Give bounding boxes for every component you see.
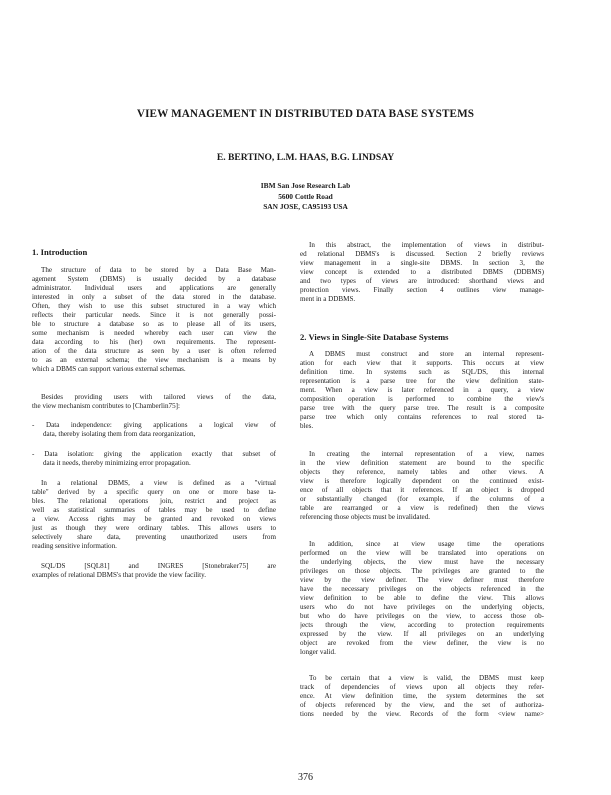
- page-number: 376: [298, 772, 313, 783]
- text-line: view is therefore logically dependent on the continued exist-: [300, 477, 544, 485]
- text-line: agement System (DBMS) is usually decided by a database: [32, 275, 276, 283]
- text-line: users who do not have privileges on the underlying objects,: [300, 603, 544, 611]
- paper-authors: E. BERTINO, L.M. HAAS, B.G. LINDSAY: [216, 152, 395, 163]
- text-line: and two types of views are introduced: shorthand views and: [300, 277, 544, 285]
- text-line: object are revoked from the view definer, the view is no: [300, 639, 544, 647]
- text-line: examples of relational DBMS's that provide the view facility.: [32, 571, 206, 579]
- text-line: A DBMS must construct and store an internal represent-: [309, 350, 544, 358]
- text-line: or substantially changed (for example, if the columns of a: [300, 495, 544, 503]
- text-line: The structure of data to be stored by a Data Base Man-: [41, 266, 276, 274]
- text-line: representation is a parse tree for the view definition state-: [300, 377, 544, 385]
- text-line: privileges on those objects. The privileges are granted to the: [300, 567, 544, 575]
- text-line: bles. The relational operations join, restrict and project as: [32, 497, 276, 505]
- text-line: table are rearranged or a view is redefined) then the views: [300, 504, 544, 512]
- text-line: ment in a DDBMS.: [300, 295, 356, 303]
- text-line: Often, they wish to use this subset structured in a way which: [32, 302, 276, 310]
- text-line: view by the view definer. The view definer must therefore: [300, 576, 544, 584]
- affiliation-line: SAN JOSE, CA95193 USA: [263, 202, 348, 211]
- text-line: the view mechanism contributes to [Chamberlin75]:: [32, 402, 180, 410]
- text-line: longer valid.: [300, 648, 336, 656]
- text-line: track of dependencies of views upon all objects they refer-: [300, 683, 544, 691]
- affiliation-block: [0, 181, 611, 213]
- text-line: In creating the internal representation of a view, names: [309, 450, 544, 458]
- text-line: definition time. In systems such as SQL/DS, this internal: [300, 368, 544, 376]
- text-line: In this abstract, the implementation of views in distribut-: [309, 241, 544, 249]
- text-line: In a relational DBMS, a view is defined as a "virtual: [41, 479, 276, 487]
- text-line: table" derived by a specific query on one or more base ta-: [32, 488, 276, 496]
- text-line: ble to structure a database so as to please all of its users,: [32, 320, 276, 328]
- text-line: jects through the view, according to protection requirements: [300, 621, 544, 629]
- text-line: ence. At view definition time, the system determines the set: [300, 692, 544, 700]
- text-line: administrator. Individual users and applications are generally: [32, 284, 276, 292]
- text-line: reflects their particular needs. Since it is not generally possi-: [32, 311, 276, 319]
- text-line: performed on the view will be translated into operations on: [300, 549, 544, 557]
- text-line: data it needs, thereby minimizing error propagation.: [43, 459, 191, 467]
- text-line: of objects referenced by the view, and the set of authoriza-: [300, 701, 544, 709]
- text-line: view concept is extended to a distributed DBMS (DDBMS): [300, 268, 544, 276]
- text-line: interested in only a subset of the data stored in the database.: [32, 293, 276, 301]
- text-line: a view. Access rights may be granted and revoked on views: [32, 515, 276, 523]
- text-line: which a DBMS can support various external schemas.: [32, 365, 186, 373]
- text-line: parse tree with the query parse tree. The result is a composite: [300, 404, 544, 412]
- section-heading-introduction: 1. Introduction: [32, 247, 88, 257]
- text-line: bles.: [300, 422, 314, 430]
- text-line: referencing those objects must be invalidated.: [300, 513, 431, 521]
- text-line: To be certain that a view is valid, the DBMS must keep: [309, 674, 544, 682]
- text-line: In addition, since at view usage time the operations: [309, 540, 544, 548]
- text-line: but who do have privileges on the view, to access those ob-: [300, 612, 544, 620]
- text-line: expressed by the view. If all privileges on an underlying: [300, 630, 544, 638]
- text-line: have the necessary privileges on the objects referenced in the: [300, 585, 544, 593]
- affiliation-line: IBM San Jose Research Lab: [260, 181, 351, 190]
- text-line: reading sensitive information.: [32, 542, 117, 550]
- text-line: just as though they were ordinary tables. This allows users to: [32, 524, 276, 532]
- text-line: ation of the data structure as seen by a user is often referred: [32, 347, 276, 355]
- text-line: selectively share data, preventing unauthorized users from: [32, 533, 276, 541]
- text-line: the underlying objects, the view must have the necessary: [300, 558, 544, 566]
- section-heading-views: 2. Views in Single-Site Database Systems: [300, 332, 449, 342]
- text-line: composition operation is performed to combine the view's: [300, 395, 544, 403]
- text-line: in the view definition statement are bound to the specific: [300, 459, 544, 467]
- text-line: view definition to be able to define the view. This allows: [300, 594, 544, 602]
- text-line: parse tree which only contains references to real stored ta-: [300, 413, 544, 421]
- text-line: ence of all objects that it references. If an object is dropped: [300, 486, 544, 494]
- text-line: well as statistical summaries of tables may be used to define: [32, 506, 276, 514]
- text-line: ment. When a view is later referenced in a query, a view: [300, 386, 544, 394]
- paper-title: VIEW MANAGEMENT IN DISTRIBUTED DATA BASE SYSTEMS: [136, 108, 475, 120]
- text-line: ed relational DBMS's is discussed. Section 2 briefly reviews: [300, 250, 544, 258]
- text-line: - Data isolation: giving the application exactly that subset of: [32, 450, 276, 458]
- text-line: data, thereby isolating them from data reorganization,: [43, 430, 196, 438]
- text-line: view management in a single-site DBMS. In section 3, the: [300, 259, 544, 267]
- text-line: some mechanism is needed whereby each user can view the: [32, 329, 276, 337]
- text-line: data according to his (her) own requirements. The represent-: [32, 338, 276, 346]
- text-line: - Data independence: giving applications a logical view of: [32, 421, 276, 429]
- affiliation-line: 5600 Cottle Road: [278, 191, 333, 201]
- text-line: SQL/DS [SQL81] and INGRES [Stonebraker75] are: [41, 562, 276, 570]
- text-line: objects they reference, namely tables and other views. A: [300, 468, 544, 476]
- text-line: protection views. Finally section 4 outlines view manage-: [300, 286, 544, 294]
- text-line: to as an external schema; the view mechanism is a means by: [32, 356, 276, 364]
- text-line: ation for each view that it supports. This occurs at view: [300, 359, 544, 367]
- text-line: Besides providing users with tailored views of the data,: [41, 393, 276, 401]
- text-line: tions needed by the view. Records of the form <view name>: [300, 710, 544, 718]
